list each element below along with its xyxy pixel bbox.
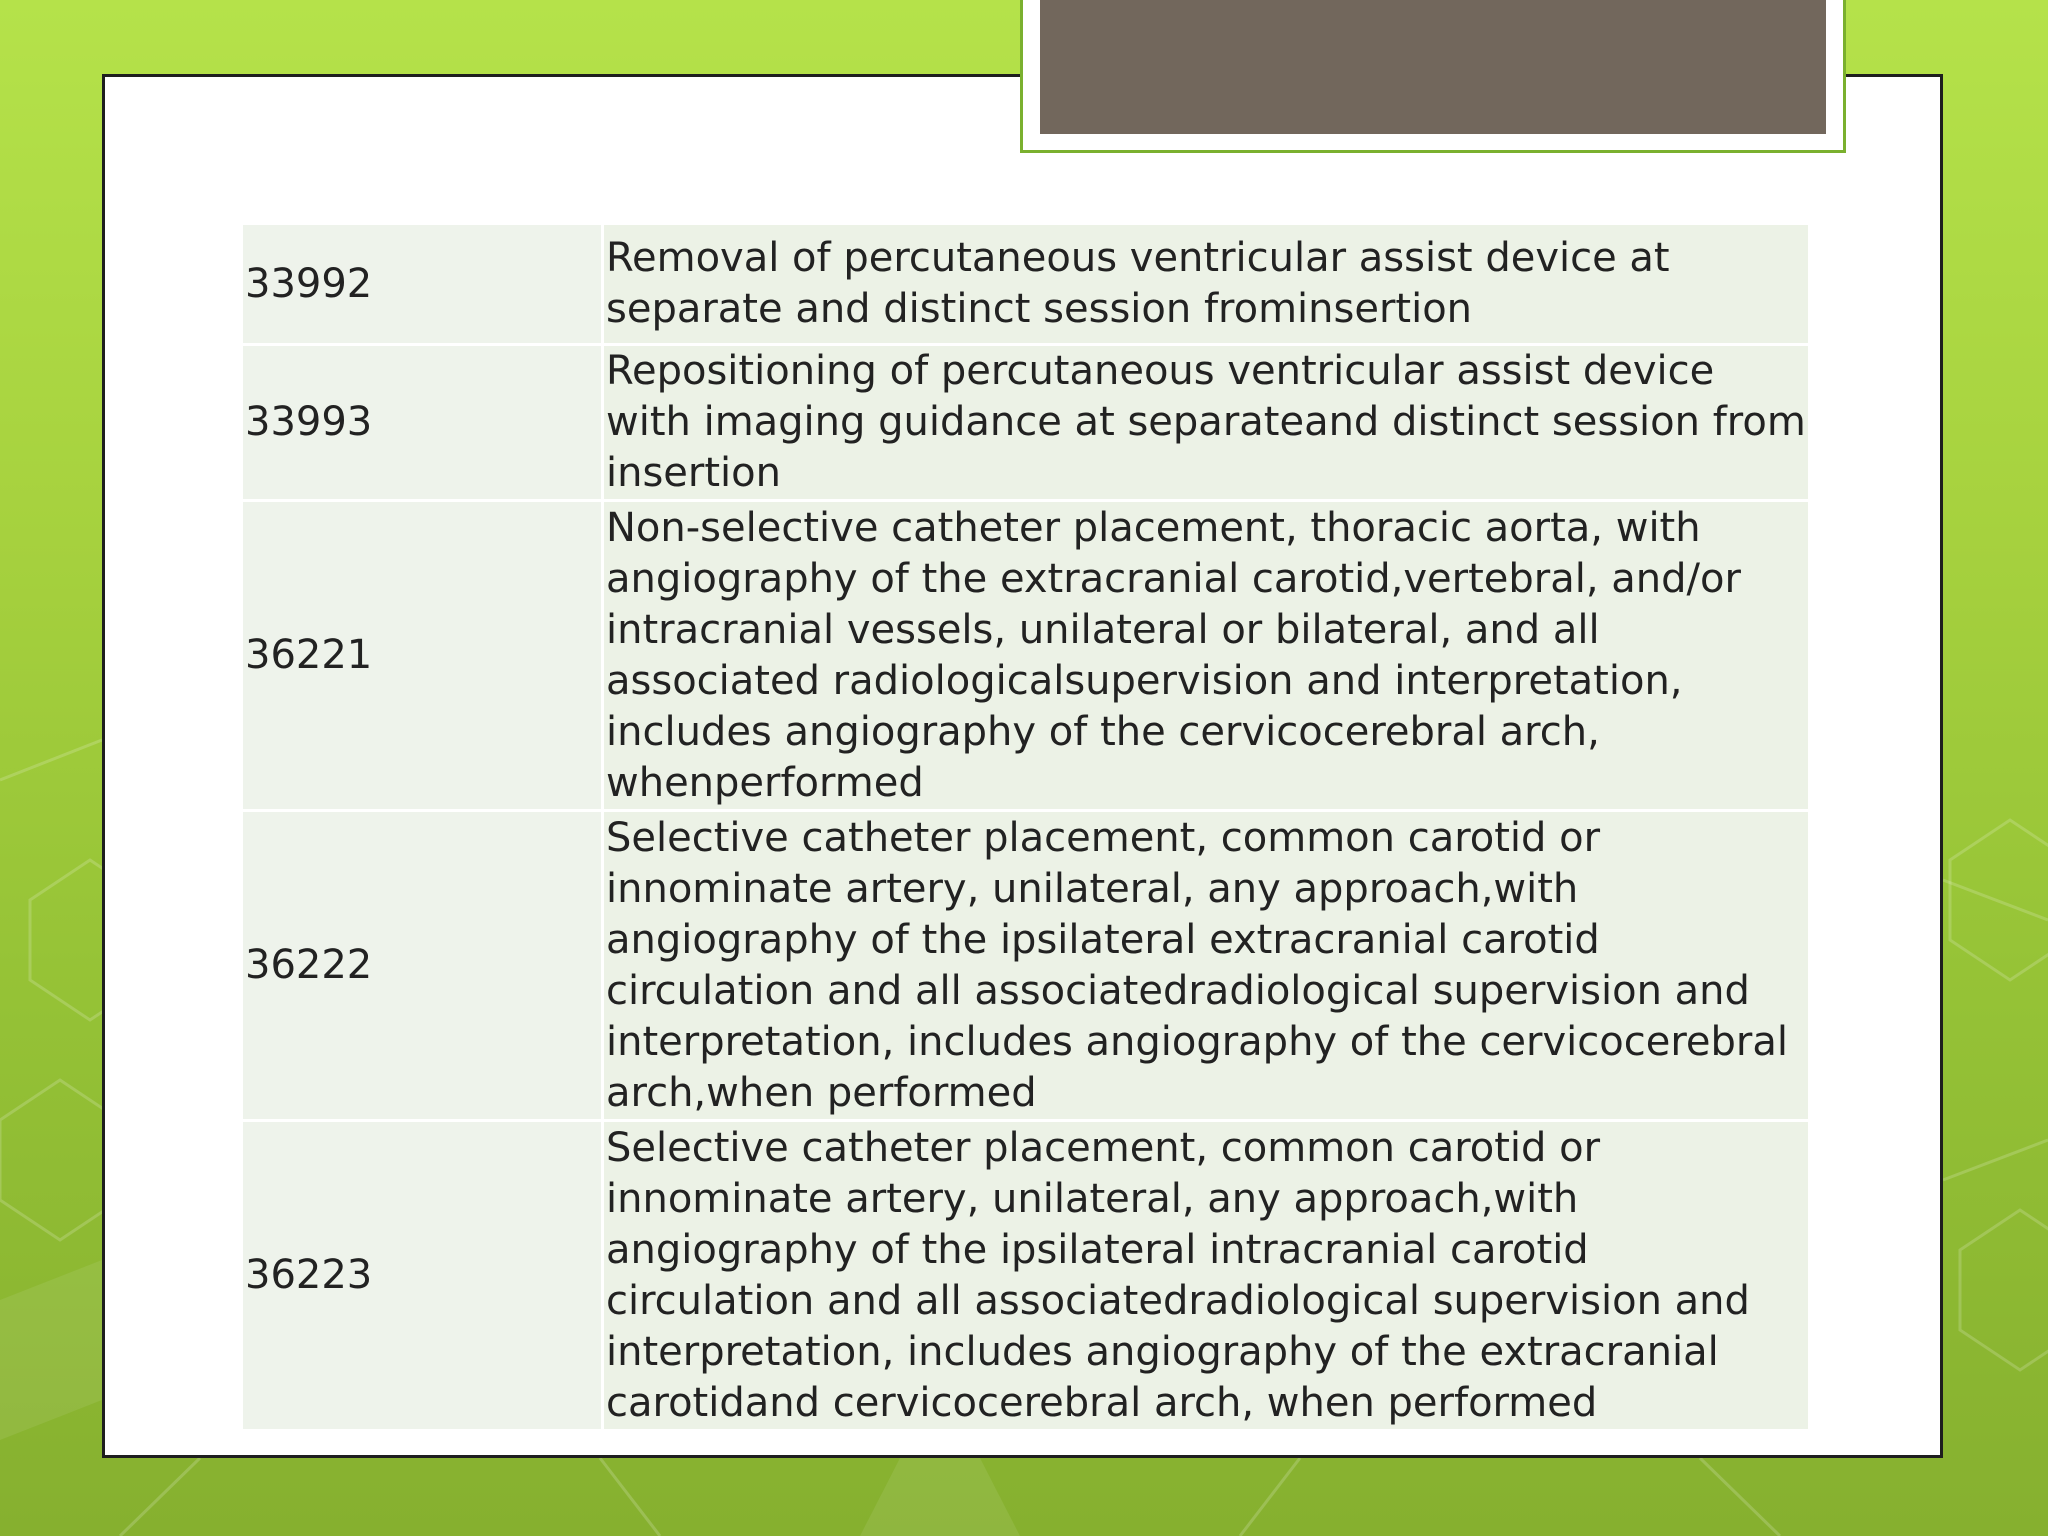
procedure-code: 36223 <box>243 1122 601 1429</box>
procedure-code: 33993 <box>243 346 601 499</box>
procedure-code: 36222 <box>243 812 601 1119</box>
table-row <box>243 812 1808 1119</box>
procedure-code: 33992 <box>243 225 601 343</box>
table-row <box>243 502 1808 809</box>
procedure-description: Non-selective catheter placement, thoracic aorta, with angiography of the extracranial carotid,vertebral, and/or intracranial vessels, unilateral or bilateral, and all associated radiologicalsupervision and interpretation, includes angiography of the cervicocerebral arch, whenperformed <box>604 502 1808 809</box>
table-row <box>243 225 1808 343</box>
procedure-description: Selective catheter placement, common carotid or innominate artery, unilateral, any approach,with angiography of the ipsilateral intracranial carotid circulation and all associatedradiological supervision and interpretation, includes angiography of the extracranial carotidand cervicocerebral arch, when performed <box>604 1122 1808 1429</box>
procedure-description: Removal of percutaneous ventricular assist device at separate and distinct session frominsertion <box>604 225 1808 343</box>
procedure-code: 36221 <box>243 502 601 809</box>
procedure-description: Repositioning of percutaneous ventricular assist device with imaging guidance at separateand distinct session from insertion <box>604 346 1808 499</box>
title-placeholder <box>1040 0 1826 134</box>
table-row <box>243 346 1808 499</box>
table-row <box>243 1122 1808 1429</box>
procedure-description: Selective catheter placement, common carotid or innominate artery, unilateral, any approach,with angiography of the ipsilateral extracranial carotid circulation and all associatedradiological supervision and interpretation, includes angiography of the cervicocerebral arch,when performed <box>604 812 1808 1119</box>
procedure-code-table <box>240 222 1811 1432</box>
